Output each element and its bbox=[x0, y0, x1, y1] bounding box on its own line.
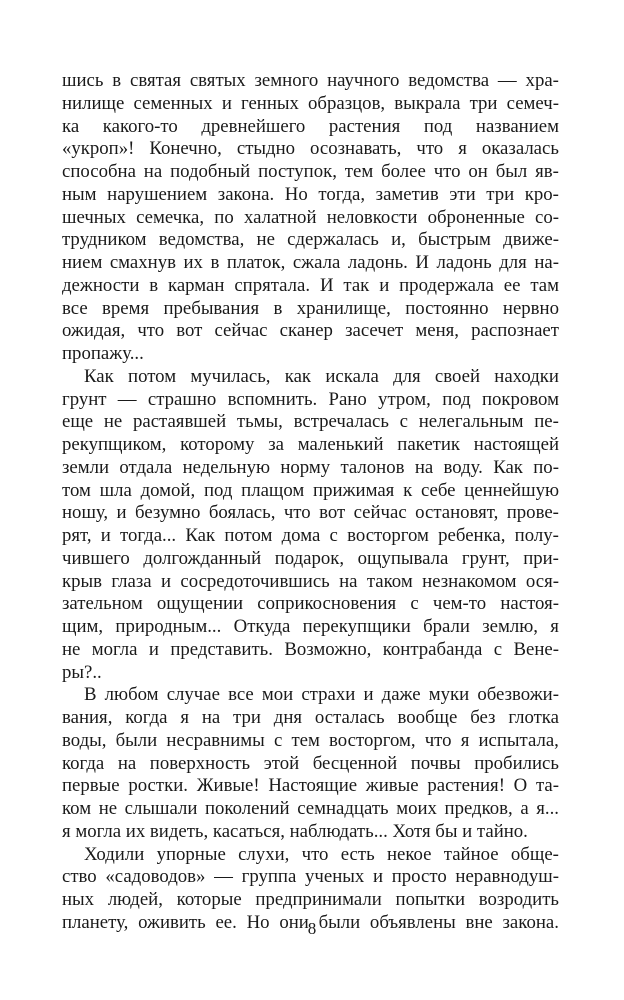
text-line: чившего долгожданный подарок, ощупывала грунт, при- bbox=[62, 547, 559, 569]
text-line: вания, когда я на три дня осталась вообще без глотка bbox=[62, 707, 559, 728]
body-text bbox=[62, 70, 559, 935]
text-line: земли отдала недельную норму талонов на воду. Как по- bbox=[62, 456, 559, 478]
text-line: когда на поверхность этой бесценной почвы пробились bbox=[62, 752, 559, 774]
text-line: все время пребывания в хранилище, постоянно нервно bbox=[62, 297, 559, 319]
text-line: рекупщиком, которому за маленький пакетик настоящей bbox=[62, 434, 559, 455]
text-line: рят, и тогда... Как потом дома с восторгом ребенка, полу- bbox=[62, 525, 559, 546]
text-line: не могла и представить. Возможно, контрабанда с Вене- bbox=[62, 638, 559, 660]
text-line: способна на подобный поступок, тем более что он был яв- bbox=[62, 161, 559, 182]
text-line: щим, природным... Откуда перекупщики брали землю, я bbox=[62, 616, 559, 637]
text-line: шечных семечка, по халатной неловкости оброненные со- bbox=[62, 206, 559, 228]
text-line: В любом случае все мои страхи и даже муки обезвожи- bbox=[84, 684, 559, 706]
text-line: нием смахнув их в платок, сжала ладонь. И ладонь для на- bbox=[62, 252, 559, 273]
text-line: дежности в карман спрятала. И так и продержала ее там bbox=[62, 274, 559, 296]
text-line: еще не растаявшей тьмы, встречалась с нелегальным пе- bbox=[62, 411, 559, 433]
paragraph bbox=[62, 366, 559, 685]
text-line: пропажу... bbox=[62, 343, 144, 364]
paragraph bbox=[62, 684, 559, 843]
text-line: «укроп»! Конечно, стыдно осознавать, что я оказалась bbox=[62, 138, 559, 160]
text-line: ком не слышали поколений семнадцать моих предков, а я... bbox=[62, 798, 559, 819]
text-line: трудником ведомства, не сдержалась и, быстрым движе- bbox=[62, 229, 559, 251]
text-line: ношу, и безумно боялась, что вот сейчас остановят, прове- bbox=[62, 502, 559, 524]
text-line: планету, оживить ее. Но они были объявлены вне закона. bbox=[62, 911, 559, 933]
text-line: я могла их видеть, касаться, наблюдать... Хотя бы и тайно. bbox=[62, 820, 528, 842]
text-line: ка какого-то древнейшего растения под названием bbox=[62, 115, 559, 137]
text-line: ных людей, которые предпринимали попытки возродить bbox=[62, 889, 559, 910]
text-line: Как потом мучилась, как искала для своей находки bbox=[84, 365, 559, 387]
paragraph bbox=[62, 70, 559, 366]
text-line: крыв глаза и сосредоточившись на таком незнакомом ося- bbox=[62, 570, 559, 592]
text-line: Ходили упорные слухи, что есть некое тайное обще- bbox=[84, 843, 559, 865]
text-line: ры?.. bbox=[62, 661, 102, 683]
text-line: шись в святая святых земного научного ведомства — хра- bbox=[62, 70, 559, 91]
page-number: 8 bbox=[307, 919, 317, 938]
text-line: ство «садоводов» — группа ученых и просто неравнодуш- bbox=[62, 866, 559, 888]
text-line: том шла домой, под плащом прижимая к себе ценнейшую bbox=[62, 479, 559, 501]
text-line: воды, были несравнимы с тем восторгом, что я испытала, bbox=[62, 729, 559, 751]
text-line: зательном ощущении соприкосновения с чем-то настоя- bbox=[62, 593, 559, 615]
text-line: ным нарушением закона. Но тогда, заметив эти три кро- bbox=[62, 183, 559, 205]
text-line: нилище семенных и генных образцов, выкрала три семеч- bbox=[62, 92, 559, 114]
text-line: грунт — страшно вспомнить. Рано утром, под покровом bbox=[62, 388, 559, 410]
text-line: ожидая, что вот сейчас сканер засечет меня, распознает bbox=[62, 320, 559, 342]
text-line: первые ростки. Живые! Настоящие живые растения! О та- bbox=[62, 775, 559, 797]
